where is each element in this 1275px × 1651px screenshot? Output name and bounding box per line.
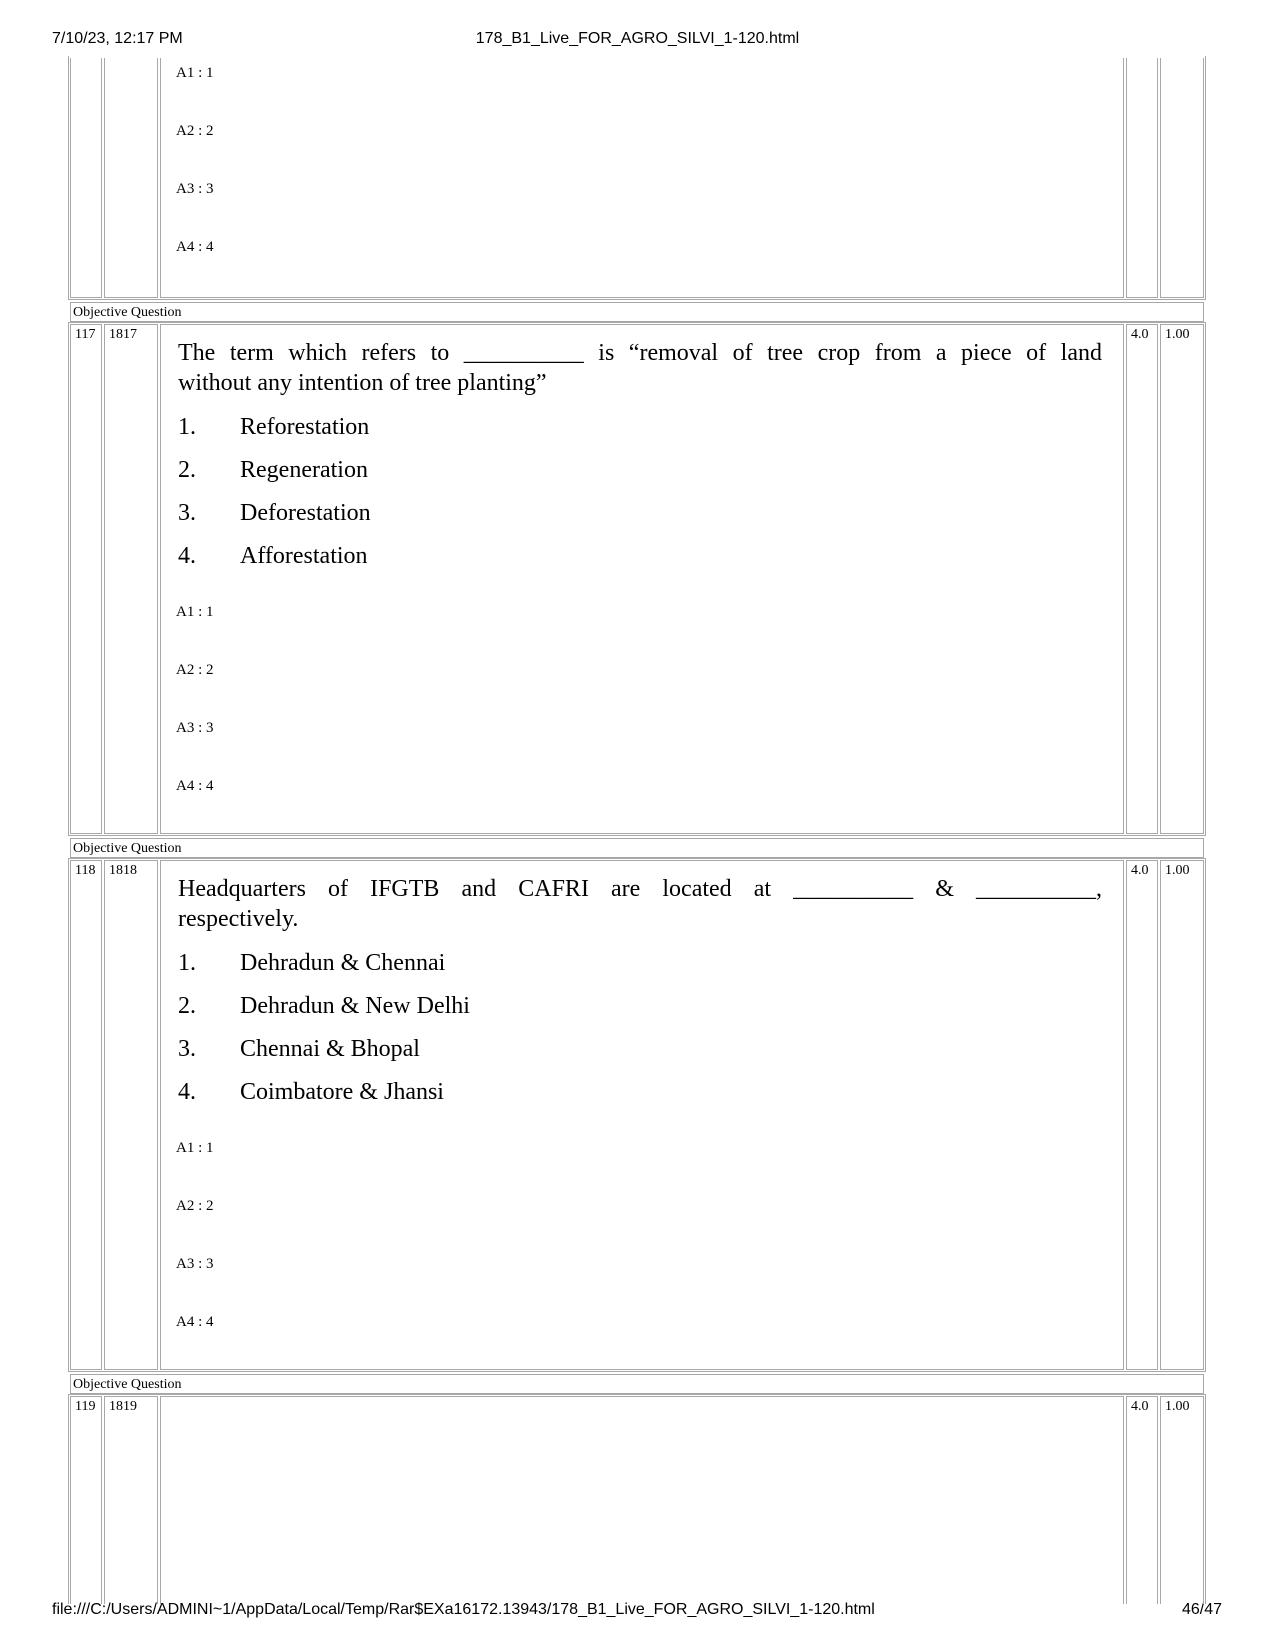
question-negative-marks: 1.00 (1160, 324, 1204, 834)
option-text: Dehradun & New Delhi (240, 993, 470, 1019)
question-serial-number: 119 (70, 1396, 102, 1604)
option-number: 1. (178, 950, 196, 976)
question-cell (160, 1396, 1124, 1604)
option-number: 4. (178, 1079, 196, 1105)
option-item (178, 455, 368, 485)
answer-key-item: A1 : 1 (176, 1140, 214, 1156)
question-id: 1817 (104, 324, 158, 834)
option-number: 4. (178, 543, 196, 569)
option-item (178, 1077, 444, 1107)
question-type-label: Objective Question (70, 1374, 1204, 1394)
option-text: Dehradun & Chennai (240, 950, 446, 976)
answer-key-item: A2 : 2 (176, 123, 214, 139)
answer-key-item: A3 : 3 (176, 1256, 214, 1272)
question-text-line: without any intention of tree planting” (178, 370, 547, 396)
answer-key-item: A3 : 3 (176, 720, 214, 736)
option-text: Reforestation (240, 414, 370, 440)
answer-key-item: A3 : 3 (176, 181, 214, 197)
answer-key-item: A4 : 4 (176, 778, 214, 794)
question-cell (160, 860, 1124, 1370)
question-id: 1819 (104, 1396, 158, 1604)
answer-key-item: A1 : 1 (176, 604, 214, 620)
option-item (178, 412, 369, 442)
answer-key-item: A1 : 1 (176, 65, 214, 81)
answer-key-item: A2 : 2 (176, 1198, 214, 1214)
print-datetime: 7/10/23, 12:17 PM (52, 30, 183, 47)
option-item (178, 948, 445, 978)
option-text: Afforestation (240, 543, 368, 569)
option-text: Chennai & Bhopal (240, 1036, 420, 1062)
answer-key-item: A2 : 2 (176, 662, 214, 678)
option-text: Regeneration (240, 457, 368, 483)
question-negative-marks: 1.00 (1160, 860, 1204, 1370)
print-title: 178_B1_Live_FOR_AGRO_SILVI_1-120.html (475, 30, 800, 47)
option-item (178, 991, 470, 1021)
question-type-label: Objective Question (70, 838, 1204, 858)
question-negative-marks: 1.00 (1160, 1396, 1204, 1604)
option-item (178, 498, 371, 528)
question-116-frame (68, 56, 1206, 300)
answer-key-item: A4 : 4 (176, 1314, 214, 1330)
question-text-line: The term which refers to __________ is “removal of tree crop from a piece of land (178, 340, 1102, 366)
option-number: 3. (178, 1036, 196, 1062)
question-marks: 4.0 (1126, 1396, 1158, 1604)
option-number: 1. (178, 414, 196, 440)
question-text-line: Headquarters of IFGTB and CAFRI are located at __________ & __________, (178, 876, 1102, 902)
question-serial-number: 117 (70, 324, 102, 834)
option-number: 2. (178, 993, 196, 1019)
question-marks: 4.0 (1126, 860, 1158, 1370)
option-item (178, 1034, 420, 1064)
question-serial-number: 118 (70, 860, 102, 1370)
option-text: Coimbatore & Jhansi (240, 1079, 444, 1105)
page-number: 46/47 (1181, 1601, 1222, 1618)
option-item (178, 541, 368, 571)
option-text: Deforestation (240, 500, 371, 526)
question-cell (160, 324, 1124, 834)
question-marks: 4.0 (1126, 324, 1158, 834)
question-text-line: respectively. (178, 906, 299, 932)
question-type-label: Objective Question (70, 302, 1204, 322)
footer-file-path: file:///C:/Users/ADMINI~1/AppData/Local/Temp/Rar$EXa16172.13943/178_B1_Live_FOR_AGRO_SILVI_1-120.html (52, 1601, 875, 1618)
answer-key-item: A4 : 4 (176, 239, 214, 255)
option-number: 3. (178, 500, 196, 526)
option-number: 2. (178, 457, 196, 483)
question-id: 1818 (104, 860, 158, 1370)
